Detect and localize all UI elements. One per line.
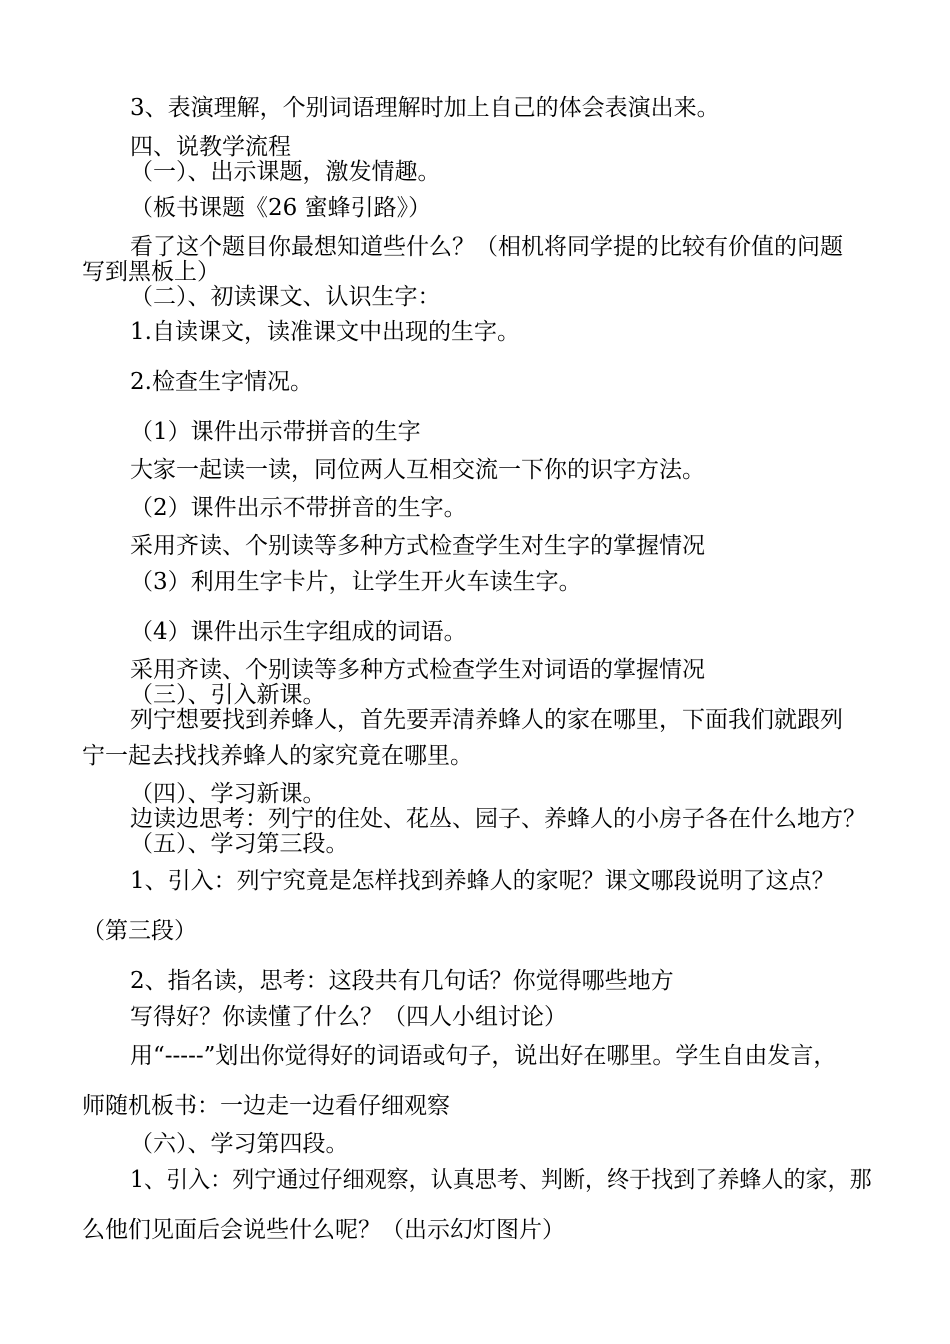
text-line: （板书课题《26 蜜蜂引路》） (130, 195, 432, 221)
text-line: 1、引入：列宁通过仔细观察，认真思考、判断，终于找到了养蜂人的家，那 (130, 1167, 872, 1193)
text-line: 采用齐读、个别读等多种方式检查学生对词语的掌握情况 (130, 657, 705, 683)
subsection-heading: （四）、学习新课。 (130, 781, 326, 807)
subsection-heading: （五）、学习第三段。 (130, 831, 349, 857)
text-line: （4）课件出示生字组成的词语。 (130, 619, 467, 645)
text-line: 用“-----”划出你觉得好的词语或句子，说出好在哪里。学生自由发言， (130, 1043, 837, 1069)
text-line: 大家一起读一读，同位两人互相交流一下你的识字方法。 (130, 457, 705, 483)
subsection-heading: （二）、初读课文、认识生字： (130, 284, 441, 310)
text-line: 列宁想要找到养蜂人，首先要弄清养蜂人的家在哪里，下面我们就跟列 (130, 707, 843, 733)
text-line: （2）课件出示不带拼音的生字。 (130, 495, 467, 521)
text-line: 1.自读课文，读准课文中出现的生字。 (130, 319, 520, 345)
text-line: 边读边思考：列宁的住处、花丛、园子、养蜂人的小房子各在什么地方？ (130, 806, 866, 832)
text-line: 2、指名读，思考：这段共有几句话？你觉得哪些地方 (130, 968, 674, 994)
section-heading: 四、说教学流程 (130, 134, 291, 160)
text-line: 采用齐读、个别读等多种方式检查学生对生字的掌握情况 (130, 533, 705, 559)
text-line: 师随机板书：一边走一边看仔细观察 (82, 1093, 450, 1119)
text-line: 写得好？你读懂了什么？（四人小组讨论） (130, 1004, 567, 1030)
text-line: 宁一起去找找养蜂人的家究竟在哪里。 (82, 743, 473, 769)
text-line: （3）利用生字卡片，让学生开火车读生字。 (130, 569, 582, 595)
text-line: 1、引入：列宁究竟是怎样找到养蜂人的家呢？课文哪段说明了这点？ (130, 868, 835, 894)
text-line: 么他们见面后会说些什么呢？（出示幻灯图片） (82, 1217, 565, 1243)
subsection-heading: （一）、出示课题，激发情趣。 (130, 159, 441, 185)
text-line: （第三段） (82, 918, 197, 944)
subsection-heading: （三）、引入新课。 (130, 682, 326, 708)
text-line: 3、表演理解，个别词语理解时加上自己的体会表演出来。 (130, 95, 720, 121)
text-line: 写到黑板上） (82, 259, 220, 285)
text-line: （1）课件出示带拼音的生字 (130, 419, 421, 445)
subsection-heading: （六）、学习第四段。 (130, 1131, 349, 1157)
text-line: 看了这个题目你最想知道些什么？（相机将同学提的比较有价值的问题 (130, 234, 843, 260)
text-line: 2.检查生字情况。 (130, 369, 313, 395)
